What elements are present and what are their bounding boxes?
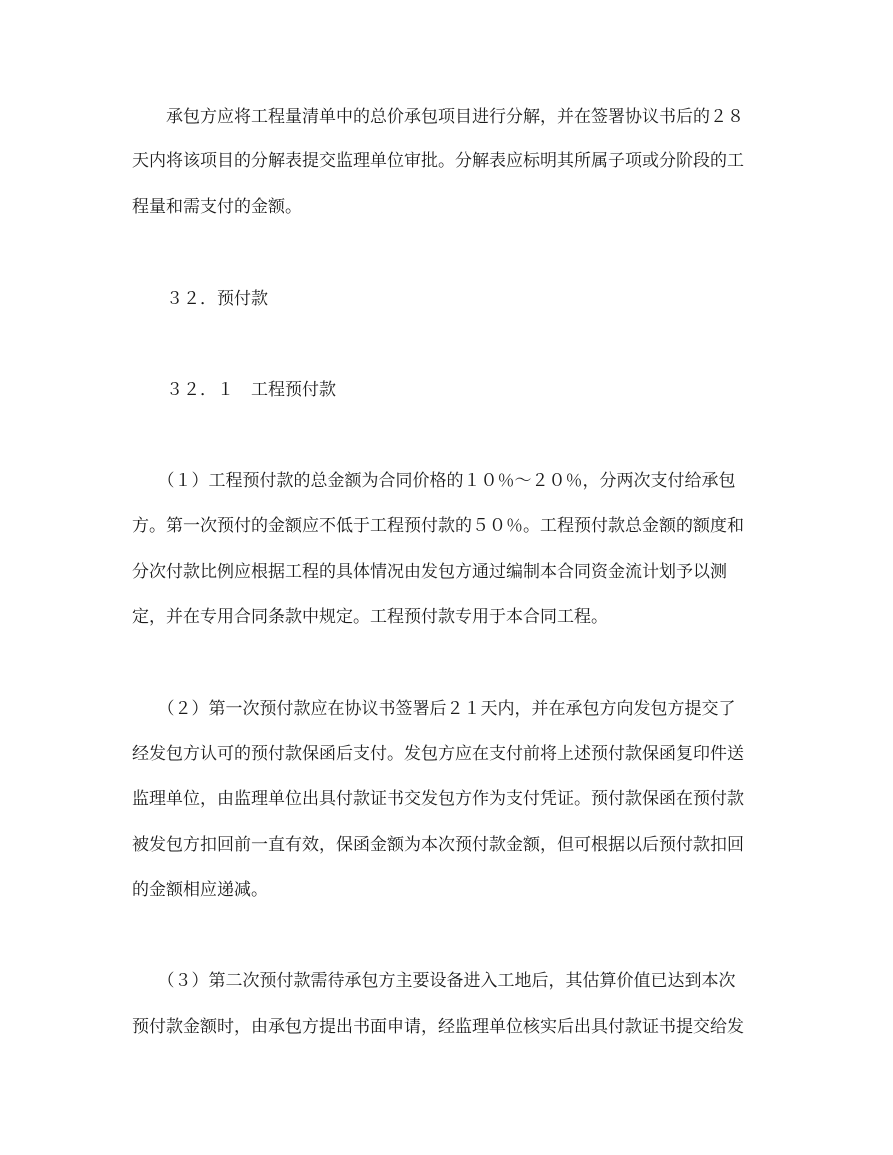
paragraph-3-line-5: 的金额相应递减。 bbox=[132, 880, 268, 900]
section-heading-32: ３２．预付款 bbox=[132, 289, 268, 309]
paragraph-4-line-2: 预付款金额时，由承包方提出书面申请，经监理单位核实后出具付款证书提交给发 bbox=[132, 1017, 744, 1037]
paragraph-1-line-1: 承包方应将工程量清单中的总价承包项目进行分解，并在签署协议书后的２８ bbox=[132, 107, 744, 127]
paragraph-3-line-1: （２）第一次预付款应在协议书签署后２１天内，并在承包方向发包方提交了 bbox=[132, 699, 736, 719]
paragraph-1-line-3: 程量和需支付的金额。 bbox=[132, 197, 302, 217]
paragraph-3-line-3: 监理单位，由监理单位出具付款证书交发包方作为支付凭证。预付款保函在预付款 bbox=[132, 789, 744, 809]
paragraph-2-line-2: 方。第一次预付的金额应不低于工程预付款的５０％。工程预付款总金额的额度和 bbox=[132, 516, 744, 536]
paragraph-1-line-2: 天内将该项目的分解表提交监理单位审批。分解表应标明其所属子项或分阶段的工 bbox=[132, 151, 744, 171]
paragraph-3-line-4: 被发包方扣回前一直有效，保函金额为本次预付款金额，但可根据以后预付款扣回 bbox=[132, 835, 744, 855]
paragraph-2-line-3: 分次付款比例应根据工程的具体情况由发包方通过编制本合同资金流计划予以测 bbox=[132, 562, 727, 582]
section-heading-32-1: ３２．１ 工程预付款 bbox=[132, 380, 336, 400]
paragraph-2-line-4: 定，并在专用合同条款中规定。工程预付款专用于本合同工程。 bbox=[132, 607, 608, 627]
paragraph-4-line-1: （３）第二次预付款需待承包方主要设备进入工地后，其估算价值已达到本次 bbox=[132, 971, 736, 991]
paragraph-3-line-2: 经发包方认可的预付款保函后支付。发包方应在支付前将上述预付款保函复印件送 bbox=[132, 744, 744, 764]
paragraph-2-line-1: （１）工程预付款的总金额为合同价格的１０％～２０％，分两次支付给承包 bbox=[132, 471, 736, 491]
